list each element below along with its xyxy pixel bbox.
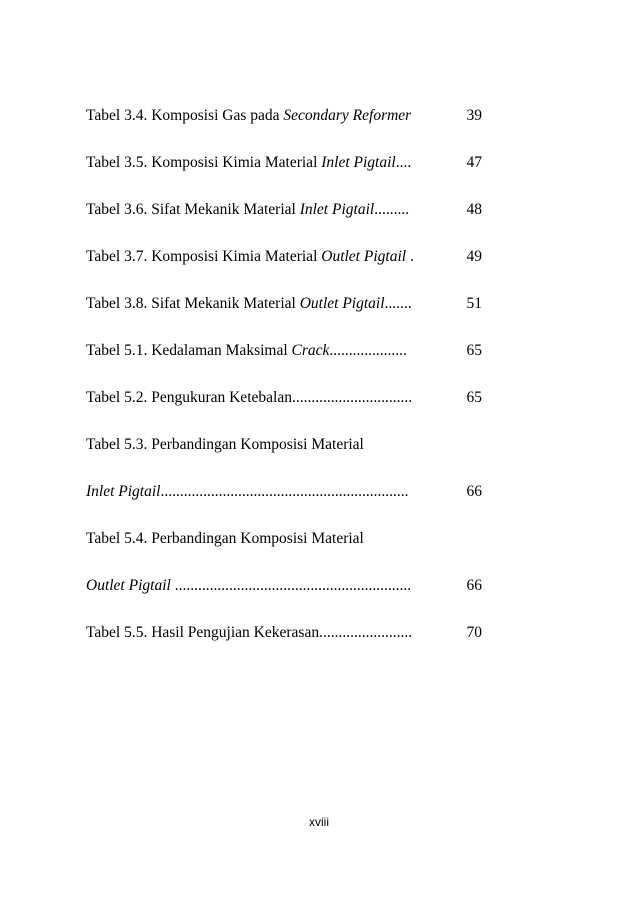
toc-entry-page: 66 [466, 483, 482, 500]
table-of-tables [86, 104, 482, 668]
toc-entry-title: Tabel 5.5. Hasil Pengujian Kekerasan........................ [86, 624, 413, 641]
toc-entry-title: Inlet Pigtail................................................................ [86, 483, 409, 500]
toc-entry-page: 70 [466, 624, 482, 641]
toc-entry-tabel-5-3-line-1 [86, 433, 482, 457]
toc-entry-tabel-3-5 [86, 151, 482, 175]
toc-entry-page: 66 [466, 577, 482, 594]
toc-entry-title: Tabel 3.5. Komposisi Kimia Material Inlet Pigtail.... [86, 154, 412, 171]
toc-entry-tabel-5-4-line-2 [86, 574, 482, 598]
toc-entry-title: Tabel 5.2. Pengukuran Ketebalan............................... [86, 389, 413, 406]
toc-entry-tabel-5-3-line-2 [86, 480, 482, 504]
toc-entry-tabel-5-5 [86, 621, 482, 645]
toc-entry-page: 49 [466, 248, 482, 265]
toc-entry-tabel-5-2 [86, 386, 482, 410]
toc-entry-page: 47 [466, 154, 482, 171]
toc-entry-title: Tabel 5.4. Perbandingan Komposisi Material [86, 530, 364, 547]
toc-entry-page: 65 [466, 342, 482, 359]
toc-entry-page: 65 [466, 389, 482, 406]
page-number: xviii [309, 815, 329, 829]
toc-entry-tabel-3-4 [86, 104, 482, 128]
toc-entry-page: 48 [466, 201, 482, 218]
toc-entry-title: Tabel 5.1. Kedalaman Maksimal Crack.................... [86, 342, 407, 359]
toc-entry-tabel-3-8 [86, 292, 482, 316]
toc-entry-title: Tabel 5.3. Perbandingan Komposisi Material [86, 436, 364, 453]
toc-entry-title: Outlet Pigtail ............................................................. [86, 577, 412, 594]
toc-entry-title: Tabel 3.6. Sifat Mekanik Material Inlet Pigtail......... [86, 201, 410, 218]
toc-entry-title: Tabel 3.4. Komposisi Gas pada Secondary Reformer [86, 107, 412, 124]
toc-entry-title: Tabel 3.7. Komposisi Kimia Material Outlet Pigtail . [86, 248, 414, 265]
toc-entry-tabel-3-6 [86, 198, 482, 222]
toc-entry-page: 39 [466, 107, 482, 124]
toc-entry-page: 51 [466, 295, 482, 312]
toc-entry-title: Tabel 3.8. Sifat Mekanik Material Outlet Pigtail....... [86, 295, 412, 312]
toc-entry-tabel-5-1 [86, 339, 482, 363]
toc-entry-tabel-5-4-line-1 [86, 527, 482, 551]
toc-entry-tabel-3-7 [86, 245, 482, 269]
